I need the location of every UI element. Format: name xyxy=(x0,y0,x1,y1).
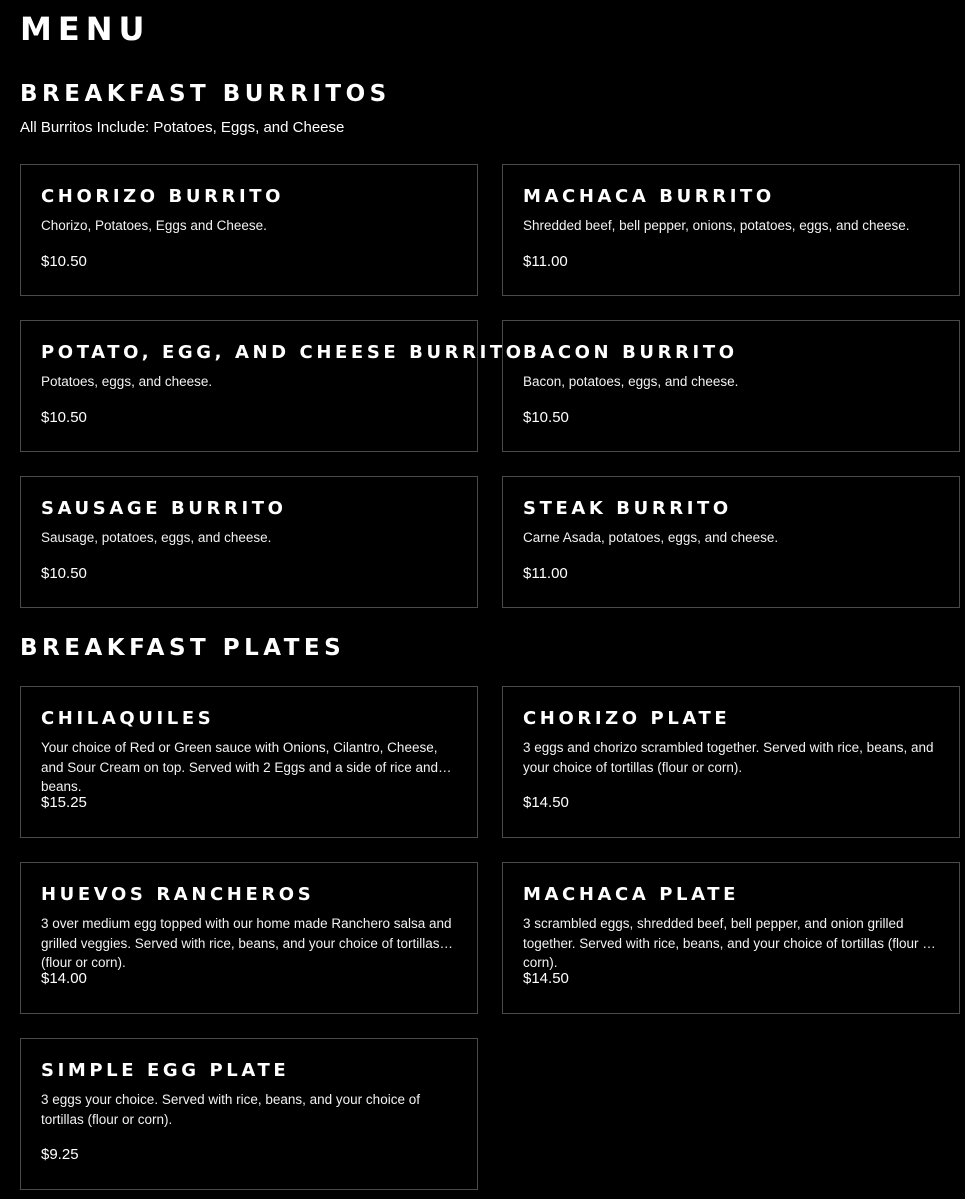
menu-item-price: $10.50 xyxy=(41,252,87,270)
menu-item-card[interactable] xyxy=(20,1038,478,1190)
menu-item-description: 3 scrambled eggs, shredded beef, bell pepper, and onion grilled together. Served with rice, beans, and your choice of tortillas (flour or corn). xyxy=(523,916,935,970)
menu-item-name: SAUSAGE BURRITO xyxy=(41,498,287,519)
menu-item-card[interactable] xyxy=(20,320,525,452)
menu-item-description: Potatoes, eggs, and cheese. xyxy=(41,374,213,389)
menu-item-price: $9.25 xyxy=(41,1146,79,1163)
menu-item-description: Carne Asada, potatoes, eggs, and cheese. xyxy=(523,530,779,545)
menu-item-name: POTATO, EGG, AND CHEESE BURRITO xyxy=(41,342,525,363)
menu-item-name: HUEVOS RANCHEROS xyxy=(41,884,315,905)
menu-item-price: $14.50 xyxy=(523,794,569,811)
menu-item-price: $14.50 xyxy=(523,970,569,987)
menu-item-price: $10.50 xyxy=(41,564,87,582)
menu-item-name: CHORIZO BURRITO xyxy=(41,186,285,207)
menu-item-price: $11.00 xyxy=(523,564,568,582)
menu-item-card[interactable] xyxy=(20,164,478,296)
menu-item-price: $10.50 xyxy=(523,408,569,426)
menu-item-card[interactable] xyxy=(20,476,478,608)
menu-item-description: Chorizo, Potatoes, Eggs and Cheese. xyxy=(41,218,267,233)
menu-item-card[interactable] xyxy=(502,476,960,608)
menu-item-description: Shredded beef, bell pepper, onions, potatoes, eggs, and cheese. xyxy=(523,218,910,233)
menu-item-description: 3 eggs and chorizo scrambled together. Served with rice, beans, and your choice of tortillas (flour or corn). xyxy=(523,740,934,775)
section-title-breakfast-burritos: BREAKFAST BURRITOS xyxy=(20,81,391,107)
section-note: All Burritos Include: Potatoes, Eggs, and Cheese xyxy=(20,119,345,136)
menu-item-name: CHORIZO PLATE xyxy=(523,708,731,729)
menu-item-card[interactable] xyxy=(20,686,478,838)
menu-item-price: $10.50 xyxy=(41,408,87,426)
menu-item-card[interactable] xyxy=(502,862,960,1014)
menu-item-price: $15.25 xyxy=(41,794,87,811)
menu-item-card[interactable] xyxy=(502,686,960,838)
menu-item-description: Sausage, potatoes, eggs, and cheese. xyxy=(41,530,272,545)
menu-item-card[interactable] xyxy=(502,164,960,296)
menu-item-description: 3 over medium egg topped with our home made Ranchero salsa and grilled veggies. Served with rice, beans, and your choice of tortillas (flour or corn). xyxy=(41,916,452,970)
menu-item-name: MACHACA BURRITO xyxy=(523,186,775,207)
menu-item-price: $11.00 xyxy=(523,252,568,270)
menu-item-card[interactable] xyxy=(502,320,960,452)
menu-item-card[interactable] xyxy=(20,862,478,1014)
menu-item-name: SIMPLE EGG PLATE xyxy=(41,1060,290,1081)
menu-item-description: 3 eggs your choice. Served with rice, beans, and your choice of tortillas (flour or corn). xyxy=(41,1092,420,1127)
menu-item-price: $14.00 xyxy=(41,970,87,987)
menu-item-name: MACHACA PLATE xyxy=(523,884,740,905)
plates-grid xyxy=(20,686,960,1190)
menu-item-name: CHILAQUILES xyxy=(41,708,215,729)
burritos-grid xyxy=(20,164,960,608)
menu-item-name: STEAK BURRITO xyxy=(523,498,732,519)
menu-item-name: BACON BURRITO xyxy=(523,342,738,363)
menu-item-description: Bacon, potatoes, eggs, and cheese. xyxy=(523,374,739,389)
page-title: MENU xyxy=(20,10,151,48)
menu-item-description: Your choice of Red or Green sauce with Onions, Cilantro, Cheese, and Sour Cream on top. Served with 2 Eggs and a side of rice and beans. xyxy=(41,740,438,794)
section-title-breakfast-plates: BREAKFAST PLATES xyxy=(20,635,346,661)
